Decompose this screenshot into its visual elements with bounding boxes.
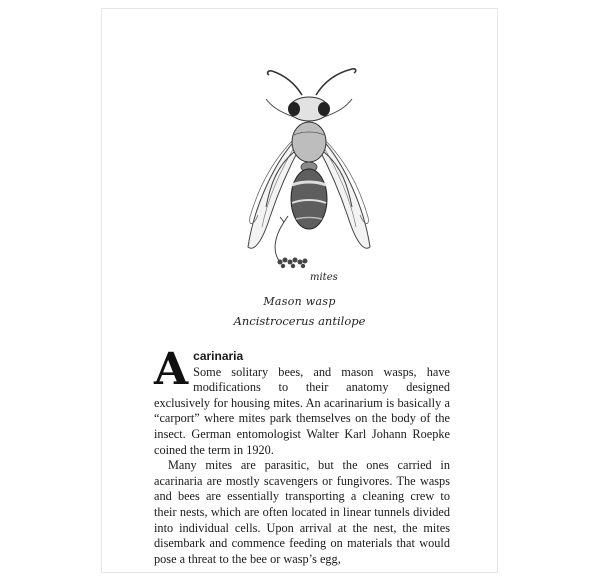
figure-caption-scientific-name: Ancistrocerus antilope — [233, 314, 366, 328]
drop-cap: A — [154, 344, 189, 395]
mason-wasp-illustration — [214, 57, 404, 297]
entry-body — [154, 344, 450, 567]
mites-cluster — [278, 258, 308, 269]
book-page — [101, 8, 498, 573]
paragraph-2: Many mites are parasitic, but the ones carried in acarinaria are mostly scavengers or fungivores. The wasps and bees are essentially transporting a cleaning crew to their nests, which are often located in linear tunnels divided into individual cells. Upon arrival at the nest, the mites disembark and commence feeding on materials that would pose a threat to the bee or wasp’s egg, — [154, 458, 450, 566]
figure-caption-common-name: Mason wasp — [263, 295, 336, 308]
paragraph-1: Some solitary bees, and mason wasps, have modifications to their anatomy designed exclusively for housing mites. An acarinarium is basically a “carport” where mites park themselves on the body of the insect. German entomologist Walter Karl Johann Roepke coined the term in 1920. — [154, 364, 450, 457]
entry-heading: carinaria — [193, 349, 244, 363]
mites-label: mites — [310, 272, 338, 283]
